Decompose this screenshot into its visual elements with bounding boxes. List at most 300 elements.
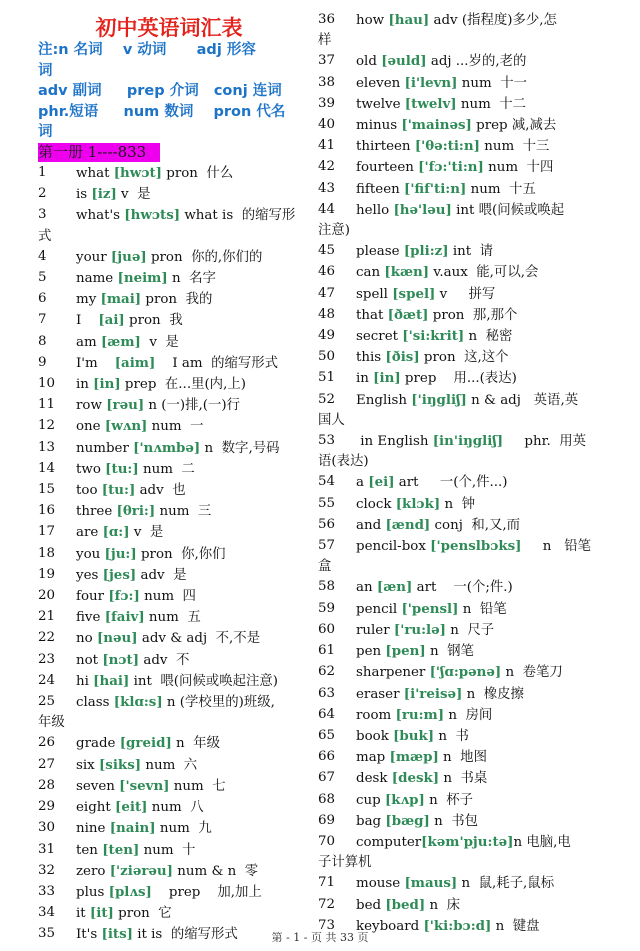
entry-text	[76, 586, 300, 607]
entry-text	[76, 903, 300, 924]
vocab-entry	[38, 459, 300, 480]
entry-phonetic: [æm]	[100, 333, 141, 350]
entry-number: 48	[318, 306, 336, 322]
vocab-entry	[318, 705, 630, 726]
entry-word: how	[356, 13, 389, 28]
legend-line: 词	[38, 62, 53, 79]
entry-text	[76, 861, 300, 882]
entry-definition: num 十一	[457, 75, 527, 91]
entry-number: 27	[38, 756, 56, 772]
vocab-entry	[318, 873, 630, 894]
entry-number: 28	[38, 777, 56, 793]
vocab-entry	[318, 768, 630, 789]
vocab-entry	[318, 536, 630, 577]
vocab-entry	[38, 776, 300, 797]
entry-word: thirteen	[356, 139, 415, 155]
entry-definition: adv 不	[139, 652, 190, 668]
entry-text	[356, 577, 630, 598]
entry-phonetic: [hwɔt]	[113, 165, 162, 181]
vocab-entry	[38, 755, 300, 776]
entry-text	[356, 790, 630, 811]
entry-text	[76, 310, 300, 331]
entry-word: this	[356, 350, 386, 366]
entry-phonetic: [greid]	[119, 735, 172, 752]
entry-text	[356, 620, 630, 641]
entry-definition: num 六	[141, 757, 198, 773]
entry-definition: n 尺子	[446, 622, 495, 638]
entry-text	[356, 157, 630, 178]
entry-definition: pron 这,这个	[419, 350, 509, 366]
entry-definition: n 橡皮擦	[462, 686, 524, 702]
entry-word: secret	[356, 329, 403, 345]
entry-phonetic: ['nʌmbə]	[133, 439, 201, 456]
entry-definition: n 书包	[429, 813, 479, 829]
entry-number: 56	[318, 516, 336, 532]
vocab-entry	[318, 832, 630, 873]
entry-phonetic: ['mainəs]	[401, 117, 472, 134]
entry-number: 44	[318, 201, 336, 217]
entry-number: 50	[318, 349, 336, 365]
entry-definition: num 九	[155, 821, 212, 837]
entry-definition: adj ...岁的,老的	[426, 54, 527, 70]
entry-number: 43	[318, 180, 336, 196]
entry-word: ten	[76, 842, 103, 858]
entry-phonetic: [əuld]	[381, 53, 427, 70]
entry-word: one	[76, 419, 105, 435]
entry-definition: n (学校里的)班级,	[162, 695, 275, 711]
entry-phonetic: ['ki:bɔ:d]	[423, 917, 492, 934]
entry-definition: n 铅笔	[521, 539, 591, 555]
entry-word: please	[356, 244, 404, 260]
entry-phonetic: [kəm'pju:tə]	[421, 833, 514, 850]
vocab-entry	[318, 200, 630, 241]
entry-phonetic: [fɔ:]	[108, 588, 140, 605]
entry-definition: n 铅笔	[458, 601, 507, 617]
entry-text	[76, 184, 300, 205]
entry-number: 22	[38, 630, 56, 646]
entry-phonetic: [ju:]	[104, 545, 137, 562]
entry-text	[76, 840, 300, 861]
entry-text	[76, 522, 300, 543]
entry-text	[76, 692, 300, 713]
left-column	[38, 163, 300, 946]
entry-number: 46	[318, 264, 336, 280]
entry-phonetic: [pli:z]	[403, 243, 449, 260]
entry-word: grade	[76, 736, 120, 752]
entry-phonetic: [eit]	[115, 799, 148, 816]
entry-text	[76, 628, 300, 649]
entry-text	[356, 895, 630, 916]
vocab-entry	[38, 733, 300, 754]
entry-phonetic: [siks]	[98, 756, 142, 773]
entry-definition: n 床	[425, 897, 461, 913]
vocab-entry	[38, 544, 300, 565]
entry-word: seven	[76, 778, 120, 794]
vocab-entry	[318, 895, 630, 916]
entry-phonetic: [juə]	[110, 248, 147, 265]
entry-word: twelve	[356, 96, 405, 112]
vocab-entry	[38, 692, 300, 733]
entry-word: it	[76, 906, 90, 922]
entry-number: 38	[318, 74, 336, 90]
entry-continuation: 注意)	[318, 223, 351, 239]
entry-definition: v 是	[140, 334, 179, 350]
entry-word: pencil	[356, 601, 402, 617]
entry-number: 61	[318, 643, 336, 659]
entry-number: 15	[38, 482, 56, 498]
entry-text	[356, 494, 630, 515]
entry-number: 8	[38, 333, 47, 349]
entry-word: hello	[356, 202, 394, 218]
entry-phonetic: ['fif'ti:n]	[404, 180, 467, 197]
entry-phonetic: [buk]	[393, 727, 435, 744]
vocab-entry	[318, 577, 630, 598]
legend-line: 词	[38, 124, 53, 140]
entry-number: 67	[318, 770, 336, 786]
vocab-entry	[318, 368, 630, 389]
vocab-entry	[318, 431, 630, 472]
entry-text	[356, 599, 630, 620]
entry-number: 33	[38, 883, 56, 899]
entry-word: that	[356, 307, 388, 323]
entry-word: in English	[356, 434, 433, 450]
entry-word: eleven	[356, 75, 405, 91]
entry-phonetic: [kæn]	[384, 264, 430, 281]
entry-word: zero	[76, 863, 110, 879]
entry-definition: num 二	[138, 461, 195, 477]
entry-number: 52	[318, 391, 336, 407]
entry-definition: num 十三	[479, 139, 550, 155]
entry-word: is	[76, 187, 92, 203]
entry-text	[356, 390, 630, 411]
vocab-entry	[38, 247, 300, 268]
entry-phonetic: [ðis]	[385, 349, 420, 366]
entry-number: 45	[318, 243, 336, 259]
entry-text	[76, 438, 300, 459]
entry-phonetic: [maus]	[404, 875, 458, 892]
entry-definition: n & adj 英语,英	[466, 392, 579, 408]
entry-text	[356, 705, 630, 726]
entry-word: class	[76, 695, 114, 711]
entry-number: 63	[318, 685, 336, 701]
entry-phonetic: [its]	[101, 926, 133, 943]
entry-text	[356, 284, 630, 305]
entry-word: pen	[356, 644, 386, 660]
entry-definition: pron 我	[124, 313, 183, 329]
entry-definition: pron 那,那个	[428, 307, 518, 323]
entry-definition: n 书桌	[439, 771, 488, 787]
entry-phonetic: [spel]	[392, 285, 436, 302]
entry-word: two	[76, 461, 106, 477]
entry-number: 64	[318, 706, 336, 722]
entry-number: 24	[38, 672, 56, 688]
vocab-entry	[318, 662, 630, 683]
entry-word: I	[76, 313, 99, 329]
entry-word: and	[356, 517, 386, 533]
entry-definition: n 房间	[444, 707, 493, 723]
entry-phonetic: [tu:]	[105, 460, 139, 477]
entry-phonetic: ['penslbɔks]	[430, 538, 522, 555]
entry-definition: phr. 用英	[503, 434, 587, 450]
entry-phonetic: [faiv]	[104, 609, 145, 626]
entry-phonetic: [it]	[89, 905, 114, 922]
entry-word: hi	[76, 673, 94, 689]
vocab-entry	[318, 51, 630, 72]
entry-text	[76, 268, 300, 289]
entry-phonetic: [ru:m]	[395, 706, 445, 723]
entry-number: 31	[38, 841, 56, 857]
entry-number: 65	[318, 727, 336, 743]
entry-word: an	[356, 580, 377, 596]
entry-number: 35	[38, 926, 56, 942]
entry-number: 34	[38, 905, 56, 921]
entry-word: old	[356, 54, 382, 70]
entry-text	[356, 241, 630, 262]
entry-number: 29	[38, 799, 56, 815]
entry-phonetic: [ðæt]	[387, 306, 429, 323]
vocab-entry	[38, 522, 300, 543]
entry-number: 49	[318, 328, 336, 344]
entry-number: 5	[38, 270, 47, 286]
entry-number: 4	[38, 248, 47, 264]
entry-phonetic: [bæg]	[385, 812, 430, 829]
vocab-entry	[318, 684, 630, 705]
vocab-entry	[38, 184, 300, 205]
entry-word: in	[356, 371, 374, 387]
entry-phonetic: [iz]	[91, 186, 117, 203]
entry-number: 18	[38, 545, 56, 561]
entry-number: 20	[38, 588, 56, 604]
entry-number: 3	[38, 207, 47, 223]
entry-definition: adv & adj 不,不是	[137, 631, 261, 647]
vocab-entry	[318, 472, 630, 493]
vocab-entry	[318, 179, 630, 200]
entry-text	[356, 431, 630, 452]
entry-definition: n 名字	[167, 271, 216, 287]
entry-number: 17	[38, 524, 56, 540]
entry-word: I'm	[76, 355, 115, 371]
vocab-entry	[318, 94, 630, 115]
entry-phonetic: [hwɔts]	[124, 207, 181, 224]
entry-text	[356, 73, 630, 94]
entry-phonetic: [mæp]	[389, 749, 439, 766]
vocab-entry	[318, 515, 630, 536]
vocab-entry	[318, 326, 630, 347]
entry-definition: v 是	[116, 187, 151, 203]
vocab-entry	[38, 205, 300, 246]
entry-phonetic: [ei]	[368, 474, 395, 491]
vocab-entry	[318, 747, 630, 768]
entry-definition: n 鼠,耗子,鼠标	[457, 876, 555, 892]
entry-word: English	[356, 392, 412, 408]
vocab-entry	[318, 726, 630, 747]
entry-word: name	[76, 271, 118, 287]
vocab-entry	[318, 284, 630, 305]
entry-continuation: 语(表达)	[318, 454, 369, 470]
entry-phonetic: [in'iŋgliʃ]	[432, 433, 504, 450]
entry-definition: int 喂(问候或唤起注意)	[129, 673, 278, 689]
entry-phonetic: [ɑ:]	[102, 524, 130, 541]
entry-text	[76, 776, 300, 797]
legend-line: phr.短语 num 数词 pron 代名	[38, 103, 286, 120]
entry-number: 6	[38, 291, 47, 307]
entry-definition: n (一)排,(一)行	[144, 398, 241, 414]
vocab-entry	[38, 501, 300, 522]
entry-text	[356, 873, 630, 894]
entry-number: 58	[318, 579, 336, 595]
entry-number: 23	[38, 651, 56, 667]
entry-text	[356, 472, 630, 493]
entry-definition: n 秘密	[464, 329, 513, 345]
entry-word: yes	[76, 567, 103, 583]
entry-text	[356, 326, 630, 347]
entry-phonetic: [klɑ:s]	[113, 694, 163, 711]
entry-phonetic: [nəu]	[96, 630, 138, 647]
entry-definition: num 五	[144, 610, 201, 626]
legend	[38, 40, 300, 143]
entry-phonetic: [hə'ləu]	[393, 201, 452, 218]
entry-text	[76, 544, 300, 565]
entry-number: 66	[318, 749, 336, 765]
entry-phonetic: ['ru:lə]	[393, 621, 447, 638]
entry-word: book	[356, 728, 394, 744]
entry-number: 72	[318, 896, 336, 912]
entry-number: 9	[38, 354, 47, 370]
entry-number: 14	[38, 460, 56, 476]
entry-definition: num 七	[169, 778, 226, 794]
entry-word: ruler	[356, 622, 394, 638]
entry-word: can	[356, 265, 385, 281]
vocab-entry	[318, 241, 630, 262]
entry-word: bag	[356, 813, 386, 829]
entry-word: what's	[76, 208, 125, 224]
page-title: 初中英语词汇表	[95, 16, 243, 40]
vocab-entry	[318, 115, 630, 136]
entry-phonetic: ['ʃɑ:pənə]	[429, 664, 502, 681]
entry-phonetic: ['sevn]	[119, 777, 170, 794]
entry-definition: v.aux 能,可以,会	[429, 265, 539, 281]
entry-text	[76, 882, 300, 903]
entry-definition: n 钟	[440, 496, 475, 512]
entry-number: 30	[38, 820, 56, 836]
vocab-entry	[38, 163, 300, 184]
entry-text	[356, 747, 630, 768]
vocab-entry	[38, 861, 300, 882]
entry-definition: I am 的缩写形式	[155, 355, 279, 371]
entry-text	[76, 459, 300, 480]
book-label: 第一册 1----833	[38, 143, 160, 162]
entry-definition: n 年级	[171, 736, 220, 752]
entry-number: 7	[38, 312, 47, 328]
entry-text	[76, 205, 300, 226]
vocab-entry	[38, 310, 300, 331]
entry-number: 42	[318, 159, 336, 175]
vocab-entry	[38, 797, 300, 818]
vocab-entry	[38, 289, 300, 310]
entry-word: four	[76, 589, 109, 605]
entry-text	[356, 662, 630, 683]
entry-definition: adv 也	[135, 483, 186, 499]
entry-number: 39	[318, 95, 336, 111]
entry-phonetic: ['iŋgliʃ]	[411, 391, 467, 408]
vocab-entry	[38, 882, 300, 903]
entry-definition: n 数字,号码	[200, 440, 280, 456]
entry-continuation: 式	[38, 228, 52, 244]
entry-definition: num 十二	[456, 96, 527, 112]
entry-number: 21	[38, 609, 56, 625]
entry-word: sharpener	[356, 665, 430, 681]
entry-definition: pron 你,你们	[136, 546, 226, 562]
entry-definition: pron 我的	[141, 292, 213, 308]
vocab-entry	[318, 305, 630, 326]
entry-word: desk	[356, 771, 392, 787]
entry-text	[76, 797, 300, 818]
entry-text	[356, 641, 630, 662]
entry-definition: adv (指程度)多少,怎	[429, 13, 557, 28]
entry-phonetic: [aim]	[114, 354, 156, 371]
entry-definition: num & n 零	[173, 863, 259, 879]
vocab-entry	[38, 374, 300, 395]
entry-phonetic: ['θə:ti:n]	[414, 138, 480, 155]
vocab-entry	[38, 628, 300, 649]
entry-definition: n 电脑,电	[513, 834, 571, 850]
vocab-entry	[318, 10, 630, 51]
entry-word: map	[356, 750, 390, 766]
entry-phonetic: [neim]	[117, 270, 168, 287]
entry-word: my	[76, 292, 101, 308]
entry-word: not	[76, 652, 103, 668]
entry-phonetic: [pen]	[385, 643, 426, 660]
vocab-entry	[38, 395, 300, 416]
entry-definition: prep 减,减去	[471, 118, 557, 134]
entry-phonetic: [tu:]	[101, 482, 136, 499]
vocab-entry	[318, 73, 630, 94]
entry-word: cup	[356, 792, 385, 808]
vocab-entry	[38, 565, 300, 586]
vocab-entry	[318, 157, 630, 178]
entry-number: 59	[318, 600, 336, 616]
legend-line: 注:n 名词 v 动词 adj 形容	[38, 42, 256, 58]
entry-text	[76, 671, 300, 692]
vocab-entry	[38, 671, 300, 692]
entry-text	[356, 305, 630, 326]
entry-word: am	[76, 334, 101, 350]
vocab-entry	[38, 586, 300, 607]
vocab-entry	[318, 811, 630, 832]
entry-number: 16	[38, 503, 56, 519]
entry-number: 11	[38, 397, 56, 413]
entry-phonetic: [nɔt]	[102, 651, 140, 668]
entry-phonetic: ['pensl]	[401, 600, 459, 617]
entry-word: a	[356, 475, 369, 491]
entry-definition: num 十四	[483, 160, 554, 176]
entry-word: clock	[356, 496, 396, 512]
entry-text	[356, 51, 630, 72]
entry-phonetic: [in]	[373, 370, 401, 387]
entry-text	[356, 94, 630, 115]
entry-definition: n 书	[434, 728, 469, 744]
entry-definition: num 一	[147, 419, 204, 435]
entry-number: 25	[38, 694, 56, 710]
entry-text	[76, 607, 300, 628]
entry-number: 47	[318, 285, 336, 301]
entry-number: 19	[38, 566, 56, 582]
entry-phonetic: [hau]	[388, 12, 430, 28]
vocab-entry	[318, 347, 630, 368]
entry-word: spell	[356, 286, 393, 302]
entry-definition: pron 什么	[162, 166, 234, 181]
entry-number: 73	[318, 917, 336, 933]
